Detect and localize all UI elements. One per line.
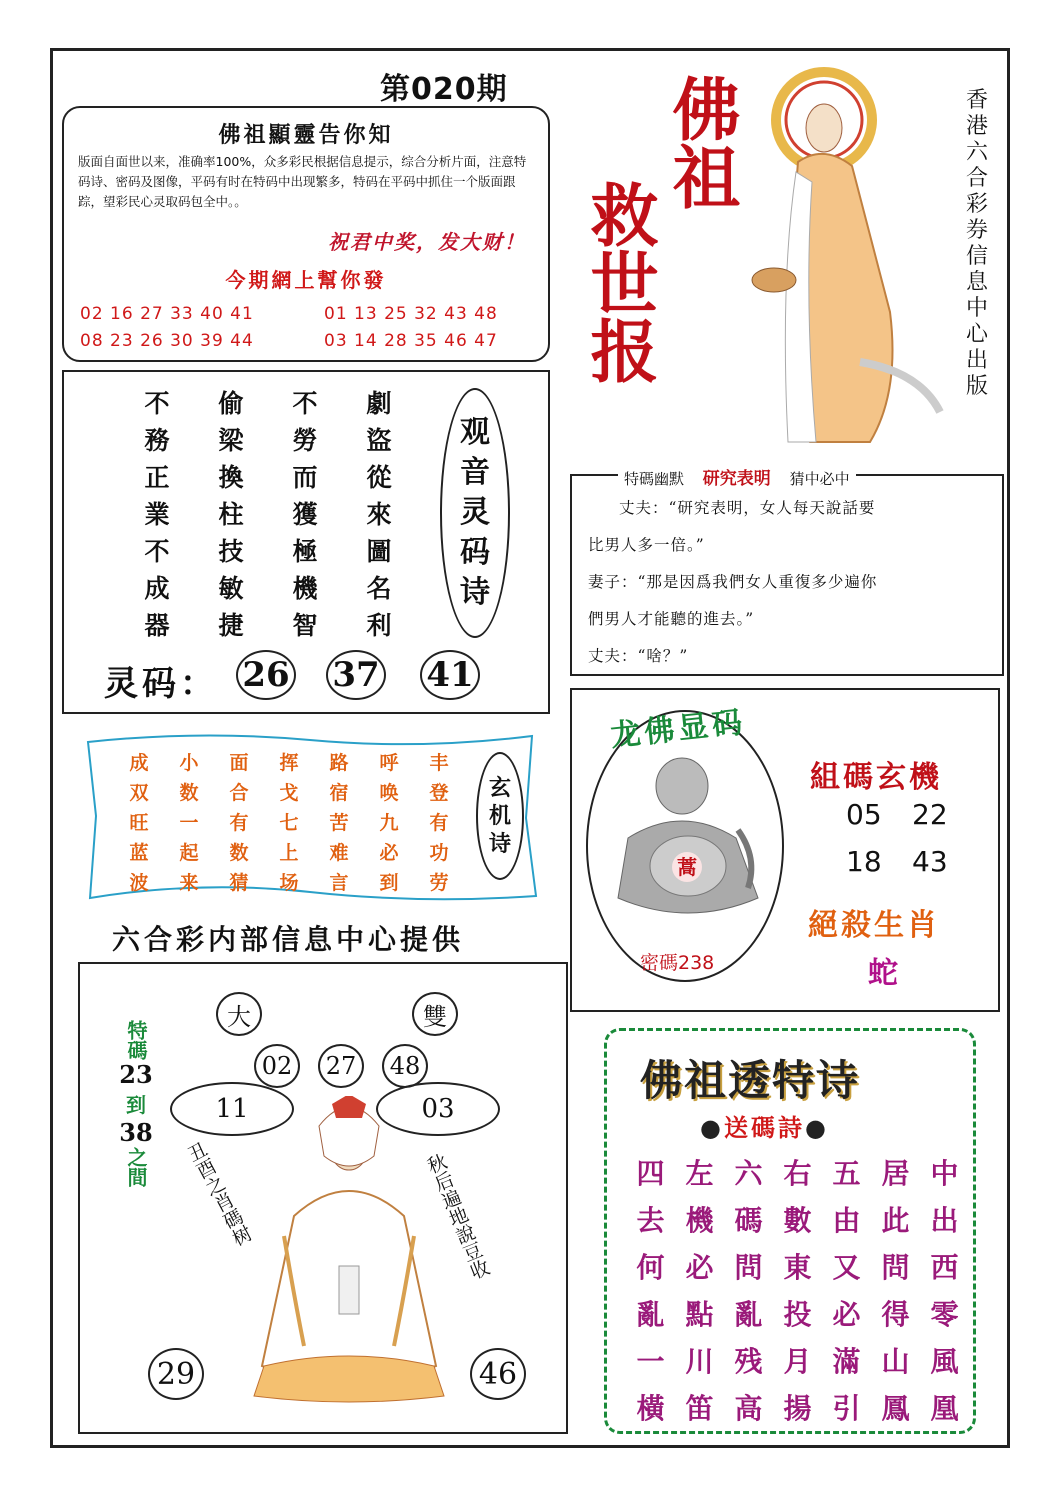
tete-char: 右: [783, 1157, 812, 1190]
xuanji-char: 波: [129, 872, 149, 894]
poem-char: 務: [144, 426, 170, 455]
joke-header-mid: 研究表明: [702, 469, 771, 489]
number-row: 01 13 25 32 43 48: [324, 304, 498, 324]
xuanji-label-char: 诗: [488, 831, 511, 857]
laughing-buddha-image: [608, 748, 768, 928]
poem-char: 智: [292, 611, 318, 640]
poem-label-char: 码: [460, 535, 490, 570]
jueshao-title: 絕殺生肖: [808, 908, 940, 943]
xuanji-char: 数: [229, 842, 249, 864]
poem-char: 盜: [366, 426, 392, 455]
joke-line: 妻子：“那是因爲我們女人重復多少遍你: [588, 573, 878, 591]
lingma-number: 37: [326, 650, 386, 700]
poem-char: 業: [144, 500, 170, 529]
tete-char: 月: [783, 1345, 812, 1378]
tete-char: 風: [930, 1345, 959, 1378]
xuanji-char: 劳: [429, 872, 449, 894]
tete-char: 六: [734, 1157, 763, 1190]
tete-char: 橫: [636, 1392, 665, 1425]
poem-char: 勞: [292, 426, 318, 455]
poem-label-char: 灵: [460, 495, 490, 530]
poem-char: 成: [144, 574, 170, 603]
poem-char: 不: [292, 389, 318, 418]
tete-char: 凰: [930, 1392, 959, 1425]
left-oval-number: 11: [170, 1082, 294, 1136]
poem-label-oval: [440, 388, 510, 638]
joke-header-right: 猜中必中: [789, 470, 850, 488]
joke-header: [618, 464, 856, 489]
tete-char: 中: [930, 1157, 959, 1190]
xuanji-char: 路: [329, 752, 349, 774]
bottom-left-number: 29: [148, 1348, 204, 1400]
poem-char: 獲: [292, 500, 318, 529]
top-number: 02: [254, 1044, 300, 1088]
special-label-top: 特碼: [124, 1020, 148, 1060]
number-row: 02 16 27 33 40 41: [80, 304, 254, 324]
tete-char: 四: [636, 1157, 665, 1190]
xuanji-char: 面: [229, 752, 249, 774]
xuanji-char: 蓝: [129, 842, 149, 864]
zuma-number: 18: [846, 845, 882, 878]
special-to-word: 到: [126, 1093, 146, 1117]
tete-char: 居: [881, 1157, 910, 1190]
tete-char: 機: [685, 1204, 714, 1237]
tete-char: 由: [832, 1204, 861, 1237]
double-circle: 雙: [412, 992, 458, 1036]
tete-char: 投: [783, 1298, 812, 1331]
poem-char: 捷: [218, 611, 244, 640]
xuanji-char: 上: [279, 842, 299, 864]
joke-line: 比男人多一倍。”: [588, 536, 705, 554]
xuanji-label-oval: [476, 752, 524, 880]
tete-char: 亂: [636, 1298, 665, 1331]
mima-text: 密碼238: [640, 952, 715, 974]
poem-char: 偷: [218, 389, 244, 418]
tete-char: 得: [881, 1298, 910, 1331]
tete-char: 五: [832, 1157, 861, 1190]
notice-wish: 祝君中奖，发大财！: [328, 230, 526, 254]
xuanji-char: 旺: [129, 812, 149, 834]
tete-char: 必: [832, 1298, 861, 1331]
top-number: 48: [382, 1044, 428, 1088]
tete-char: 必: [685, 1251, 714, 1284]
xuanji-char: 苦: [329, 812, 349, 834]
notice-paragraph: 版面自面世以来，准确率100%，众多彩民根据信息提示，综合分析片面，注意特码诗、密码及图像，平码有时在特码中出现繁多，特码在平码中抓住一个版面跟踪，望彩民心灵取码包全中。。: [78, 154, 527, 209]
zuma-number: 43: [912, 845, 948, 878]
xuanji-char: 必: [379, 842, 399, 864]
poem-char: 從: [366, 463, 392, 492]
xuanji-char: 难: [329, 842, 349, 864]
bullet-icon: ●: [700, 1113, 724, 1142]
tete-char: 何: [636, 1251, 665, 1284]
poem-char: 技: [218, 537, 244, 566]
joke-box: [570, 469, 1004, 676]
joke-line: 們男人才能聽的進去。”: [588, 610, 755, 628]
tete-char: 山: [881, 1345, 910, 1378]
issue-number: 第020期: [380, 72, 508, 107]
top-number: 27: [318, 1044, 364, 1088]
xuanji-char: 来: [179, 872, 199, 894]
buddha-seal: 蒿: [672, 852, 702, 882]
poem-char: 柱: [218, 500, 244, 529]
notice-subtitle: 今期網上幫你發: [225, 268, 387, 292]
poem-char: 器: [144, 611, 170, 640]
poem-char: 不: [144, 537, 170, 566]
xuanji-char: 挥: [279, 752, 299, 774]
poem-char: 敏: [218, 574, 244, 603]
tete-grid: [626, 1152, 969, 1434]
joke-line: 丈夫：“研究表明，女人每天說話要: [619, 499, 876, 517]
xuanji-char: 合: [229, 782, 249, 804]
xuanji-char: 数: [179, 782, 199, 804]
right-oval-number: 03: [376, 1082, 500, 1136]
tete-char: 揚: [783, 1392, 812, 1425]
xuanji-char: 小: [179, 752, 199, 774]
number-row: 08 23 26 30 39 44: [80, 331, 254, 351]
provider-line: 六合彩内部信息中心提供: [112, 923, 465, 956]
xuanji-char: 宿: [329, 782, 349, 804]
tete-char: 點: [685, 1298, 714, 1331]
xuanji-char: 猜: [229, 872, 249, 894]
poem-label-char: 诗: [460, 575, 490, 610]
zuma-title: 組碼玄機: [810, 760, 942, 795]
tete-char: 高: [734, 1392, 763, 1425]
tete-subtitle: 送碼詩: [723, 1113, 805, 1142]
xuanji-char: 言: [329, 872, 349, 894]
tete-char: 亂: [734, 1298, 763, 1331]
tete-char: 残: [734, 1345, 763, 1378]
xuanji-char: 功: [429, 842, 449, 864]
poem-char: 圖: [366, 537, 392, 566]
xuanji-char: 七: [279, 812, 299, 834]
joke-line: 丈夫：“啥？”: [588, 647, 689, 665]
poem-char: 不: [144, 389, 170, 418]
tete-char: 川: [685, 1345, 714, 1378]
tete-char: 數: [783, 1204, 812, 1237]
special-from: 23: [119, 1060, 153, 1089]
zuma-number: 22: [912, 798, 948, 831]
notice-title: 佛祖顯靈告你知: [218, 122, 394, 148]
masthead-title-1: 佛祖: [661, 74, 741, 210]
poem-char: 梁: [218, 426, 244, 455]
poem-grid: [120, 384, 416, 643]
tete-char: 去: [636, 1204, 665, 1237]
xuanji-char: 有: [229, 812, 249, 834]
lingma-number: 26: [236, 650, 296, 700]
tete-char: 零: [930, 1298, 959, 1331]
joke-text: [588, 490, 990, 675]
xuanji-char: 起: [179, 842, 199, 864]
joke-header-left: 特碼幽默: [624, 470, 685, 488]
bottom-right-number: 46: [470, 1348, 526, 1400]
poem-char: 而: [292, 463, 318, 492]
guanyin-seated-image: [224, 1096, 474, 1406]
tete-char: 滿: [832, 1345, 861, 1378]
poem-char: 利: [366, 611, 392, 640]
lingma-number: 41: [420, 650, 480, 700]
xuanji-label-char: 玄: [488, 775, 511, 801]
xuanji-char: 成: [129, 752, 149, 774]
buddha-arc-text: 龙佛显码: [608, 704, 748, 754]
tete-char: 出: [930, 1204, 959, 1237]
tete-char: 又: [832, 1251, 861, 1284]
bullet-icon: ●: [804, 1113, 829, 1142]
special-range: [116, 1020, 156, 1187]
tete-char: 問: [881, 1251, 910, 1284]
tete-char: 此: [881, 1204, 910, 1237]
guanyin-standing-image: [740, 62, 950, 458]
tete-char: 左: [685, 1157, 714, 1190]
tete-char: 西: [930, 1251, 959, 1284]
jueshao-zodiac: 蛇: [868, 956, 898, 991]
number-row: 03 14 28 35 46 47: [324, 331, 498, 351]
poem-char: 換: [218, 463, 244, 492]
xuanji-char: 一: [179, 812, 199, 834]
tete-char: 鳳: [881, 1392, 910, 1425]
xuanji-char: 到: [379, 872, 399, 894]
poem-char: 劇: [366, 389, 392, 418]
publisher-vertical: 香港六合彩券信息中心出版: [965, 88, 988, 399]
poem-label-char: 音: [460, 455, 490, 490]
tete-char: 東: [783, 1251, 812, 1284]
tete-char: 碼: [734, 1204, 763, 1237]
special-to: 38: [119, 1118, 153, 1147]
tete-char: 笛: [685, 1392, 714, 1425]
poem-label-char: 观: [460, 415, 490, 450]
poem-char: 正: [144, 463, 170, 492]
special-label-bottom: 之間: [124, 1147, 148, 1187]
xuanji-char: 有: [429, 812, 449, 834]
right-verse: 秋后遍地說豆收: [421, 1151, 493, 1283]
xuanji-char: 丰: [429, 752, 449, 774]
tete-title: 佛祖透特诗: [640, 1056, 861, 1105]
left-verse: 丑酉之肖碼树: [181, 1138, 255, 1250]
xuanji-char: 呼: [379, 752, 399, 774]
xuanji-char: 唤: [379, 782, 399, 804]
lingma-label: 灵码：: [104, 664, 218, 704]
tete-subtitle-wrap: [700, 1108, 829, 1143]
xuanji-char: 登: [429, 782, 449, 804]
tete-char: 引: [832, 1392, 861, 1425]
xuanji-grid: [114, 748, 464, 898]
xuanji-char: 戈: [279, 782, 299, 804]
big-circle: 大: [216, 992, 262, 1036]
xuanji-char: 双: [129, 782, 149, 804]
zuma-number: 05: [846, 798, 882, 831]
poem-char: 名: [366, 574, 392, 603]
tete-char: 一: [636, 1345, 665, 1378]
xuanji-label-char: 机: [488, 803, 511, 829]
tete-char: 問: [734, 1251, 763, 1284]
xuanji-char: 场: [279, 872, 299, 894]
poem-char: 來: [366, 500, 392, 529]
poem-char: 極: [292, 537, 318, 566]
xuanji-char: 九: [379, 812, 399, 834]
masthead-title-2: 救世报: [579, 180, 659, 384]
poem-char: 機: [292, 574, 318, 603]
